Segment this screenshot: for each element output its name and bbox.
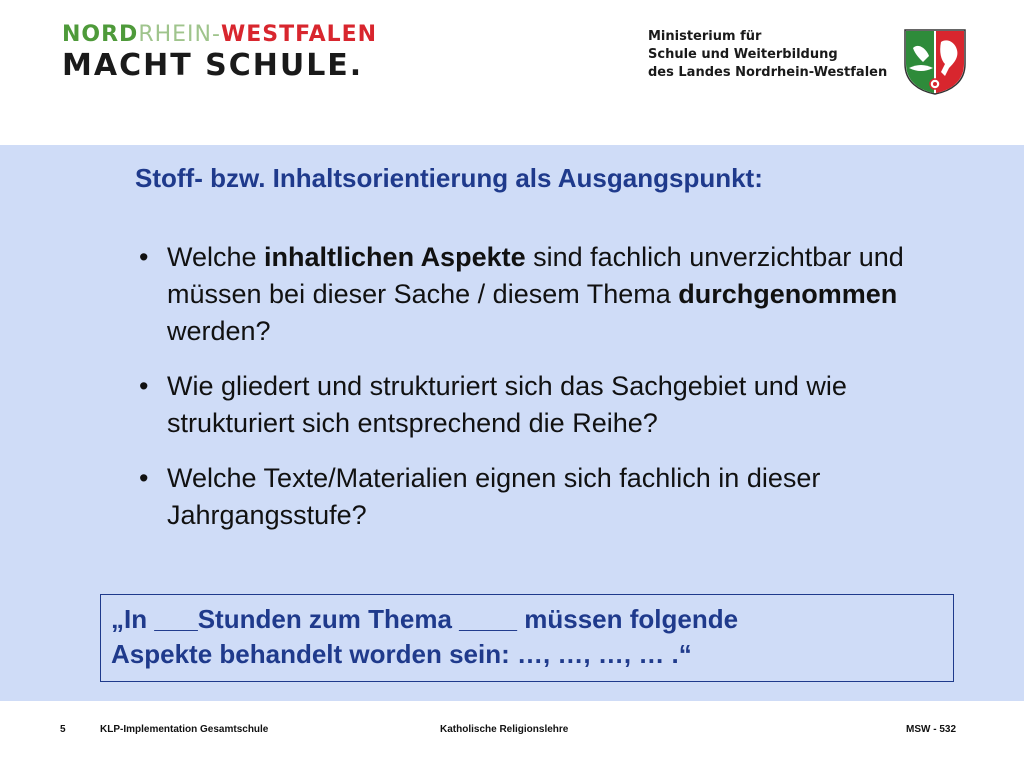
bullet-item-3 bbox=[135, 460, 935, 534]
quote-box bbox=[100, 594, 954, 682]
bullet-1-text-a: Welche bbox=[167, 242, 265, 272]
bullet-list bbox=[135, 239, 935, 552]
bullet-3-text: Welche Texte/Materialien eignen sich fachlich in dieser Jahrgangsstufe? bbox=[167, 463, 821, 530]
bullet-1-text-b: sind fachlich unverzichtbar und müssen bei dieser Sache / diesem Thema bbox=[167, 242, 904, 309]
bullet-icon: • bbox=[139, 242, 149, 272]
ministry-line-2: Schule und Weiterbildung bbox=[648, 47, 838, 62]
bullet-2-text: Wie gliedert und strukturiert sich das Sachgebiet und wie strukturiert sich entsprechend die Reihe? bbox=[167, 371, 847, 438]
bullet-item-1 bbox=[135, 239, 935, 350]
bullet-1-text-c: werden? bbox=[167, 316, 271, 346]
slide-content bbox=[0, 145, 1024, 701]
logo-word-rhein: RHEIN- bbox=[138, 22, 221, 47]
quote-line-1: „In ___Stunden zum Thema ____ müssen folgende bbox=[111, 604, 739, 634]
bullet-1-bold-b: durchgenommen bbox=[678, 279, 898, 309]
slide-footer bbox=[0, 701, 1024, 768]
nrw-crest-icon bbox=[903, 28, 967, 96]
ministry-line-3: des Landes Nordrhein-Westfalen bbox=[648, 65, 888, 80]
quote-line-2: Aspekte behandelt worden sein: …, …, …, … .“ bbox=[111, 639, 692, 669]
logo-word-nord: NORD bbox=[62, 22, 139, 47]
logo-line-1 bbox=[62, 22, 377, 48]
slide-title: Stoff- bzw. Inhaltsorientierung als Ausgangspunkt: bbox=[135, 163, 763, 193]
page-number: 5 bbox=[60, 724, 66, 735]
bullet-item-2 bbox=[135, 368, 935, 442]
logo-word-westfalen: WESTFALEN bbox=[220, 22, 378, 47]
logo-line-2: MACHT SCHULE. bbox=[62, 48, 364, 83]
bullet-icon: • bbox=[139, 371, 149, 401]
footer-left-text: KLP-Implementation Gesamtschule bbox=[100, 724, 269, 735]
footer-right-text: MSW - 532 bbox=[906, 724, 957, 735]
bullet-icon: • bbox=[139, 463, 149, 493]
slide-header bbox=[0, 0, 1024, 145]
bullet-1-bold-a: inhaltlichen Aspekte bbox=[264, 242, 526, 272]
ministry-line-1: Ministerium für bbox=[648, 29, 762, 44]
ministry-name bbox=[648, 28, 887, 82]
nrw-macht-schule-logo bbox=[62, 22, 377, 84]
footer-center-text: Katholische Religionslehre bbox=[440, 724, 569, 735]
